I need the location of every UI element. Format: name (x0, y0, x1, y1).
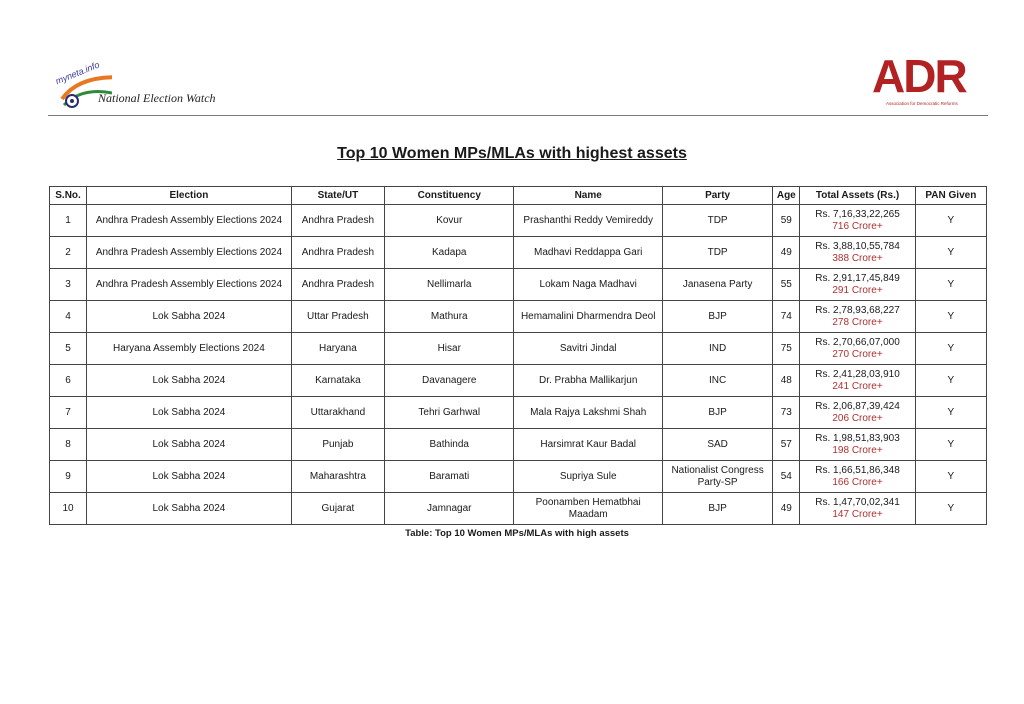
cell-constituency: Jamnagar (385, 493, 514, 525)
cell-constituency: Bathinda (385, 429, 514, 461)
cell-pan-given: Y (915, 493, 986, 525)
cell-age: 74 (773, 301, 800, 333)
cell-age: 49 (773, 237, 800, 269)
cell-state: Punjab (291, 429, 384, 461)
assets-crore: 147 Crore+ (832, 508, 883, 520)
page-header (48, 50, 988, 115)
assets-crore: 278 Crore+ (832, 316, 883, 328)
cell-name: Savitri Jindal (514, 333, 662, 365)
cell-total-assets (800, 205, 915, 237)
cell-age: 55 (773, 269, 800, 301)
cell-sno: 9 (50, 461, 87, 493)
cell-name: Hemamalini Dharmendra Deol (514, 301, 662, 333)
cell-name: Lokam Naga Madhavi (514, 269, 662, 301)
cell-total-assets (800, 269, 915, 301)
table-row (50, 397, 987, 429)
cell-age: 59 (773, 205, 800, 237)
cell-party: BJP (662, 397, 772, 429)
assets-amount: Rs. 2,06,87,39,424 (815, 400, 900, 412)
assets-amount: Rs. 7,16,33,22,265 (815, 208, 900, 220)
cell-party: Janasena Party (662, 269, 772, 301)
cell-total-assets (800, 429, 915, 461)
cell-total-assets (800, 333, 915, 365)
column-header-pan-given: PAN Given (915, 187, 986, 205)
assets-crore: 291 Crore+ (832, 284, 883, 296)
cell-party: SAD (662, 429, 772, 461)
cell-age: 54 (773, 461, 800, 493)
cell-age: 48 (773, 365, 800, 397)
cell-name: Poonamben Hematbhai Maadam (514, 493, 662, 525)
cell-age: 57 (773, 429, 800, 461)
cell-name: Madhavi Reddappa Gari (514, 237, 662, 269)
column-header-state: State/UT (291, 187, 384, 205)
cell-party: Nationalist Congress Party-SP (662, 461, 772, 493)
cell-name: Dr. Prabha Mallikarjun (514, 365, 662, 397)
cell-constituency: Kovur (385, 205, 514, 237)
national-election-watch-logo (52, 59, 232, 113)
cell-pan-given: Y (915, 333, 986, 365)
table-row (50, 269, 987, 301)
cell-sno: 6 (50, 365, 87, 397)
table-caption: Table: Top 10 Women MPs/MLAs with high assets (405, 528, 629, 539)
table-row (50, 205, 987, 237)
column-header-constituency: Constituency (385, 187, 514, 205)
cell-pan-given: Y (915, 301, 986, 333)
assets-amount: Rs. 2,70,66,07,000 (815, 336, 900, 348)
cell-state: Andhra Pradesh (291, 269, 384, 301)
assets-crore: 241 Crore+ (832, 380, 883, 392)
table-row (50, 461, 987, 493)
cell-state: Maharashtra (291, 461, 384, 493)
myneta-site-text: myneta.info (54, 59, 101, 87)
cell-total-assets (800, 237, 915, 269)
cell-total-assets (800, 461, 915, 493)
cell-constituency: Baramati (385, 461, 514, 493)
assets-crore: 198 Crore+ (832, 444, 883, 456)
table-row (50, 429, 987, 461)
assets-crore: 166 Crore+ (832, 476, 883, 488)
column-header-name: Name (514, 187, 662, 205)
cell-pan-given: Y (915, 205, 986, 237)
adr-logo-text: ADR (872, 50, 966, 102)
cell-state: Uttar Pradesh (291, 301, 384, 333)
cell-election: Lok Sabha 2024 (87, 493, 292, 525)
cell-constituency: Nellimarla (385, 269, 514, 301)
cell-total-assets (800, 365, 915, 397)
cell-sno: 7 (50, 397, 87, 429)
cell-pan-given: Y (915, 397, 986, 429)
cell-age: 73 (773, 397, 800, 429)
cell-sno: 3 (50, 269, 87, 301)
cell-total-assets (800, 397, 915, 429)
assets-amount: Rs. 3,88,10,55,784 (815, 240, 900, 252)
cell-party: TDP (662, 237, 772, 269)
assets-crore: 206 Crore+ (832, 412, 883, 424)
cell-election: Lok Sabha 2024 (87, 429, 292, 461)
cell-total-assets (800, 301, 915, 333)
cell-constituency: Kadapa (385, 237, 514, 269)
cell-state: Haryana (291, 333, 384, 365)
table-row (50, 493, 987, 525)
cell-election: Lok Sabha 2024 (87, 301, 292, 333)
cell-election: Lok Sabha 2024 (87, 397, 292, 429)
cell-party: BJP (662, 493, 772, 525)
cell-name: Prashanthi Reddy Vemireddy (514, 205, 662, 237)
assets-amount: Rs. 1,98,51,83,903 (815, 432, 900, 444)
adr-logo (872, 50, 982, 111)
table-row (50, 333, 987, 365)
cell-party: BJP (662, 301, 772, 333)
assets-amount: Rs. 1,66,51,86,348 (815, 464, 900, 476)
cell-state: Andhra Pradesh (291, 237, 384, 269)
assets-amount: Rs. 2,91,17,45,849 (815, 272, 900, 284)
assets-table (49, 186, 987, 525)
cell-pan-given: Y (915, 365, 986, 397)
assets-amount: Rs. 1,47,70,02,341 (815, 496, 900, 508)
national-election-watch-text: National Election Watch (98, 91, 216, 105)
cell-sno: 5 (50, 333, 87, 365)
header-divider (48, 115, 988, 116)
cell-election: Lok Sabha 2024 (87, 461, 292, 493)
column-header-age: Age (773, 187, 800, 205)
cell-sno: 4 (50, 301, 87, 333)
page-title: Top 10 Women MPs/MLAs with highest assets (337, 145, 687, 162)
cell-election: Andhra Pradesh Assembly Elections 2024 (87, 269, 292, 301)
cell-pan-given: Y (915, 269, 986, 301)
cell-sno: 2 (50, 237, 87, 269)
cell-party: TDP (662, 205, 772, 237)
cell-election: Andhra Pradesh Assembly Elections 2024 (87, 205, 292, 237)
cell-sno: 1 (50, 205, 87, 237)
cell-pan-given: Y (915, 461, 986, 493)
cell-state: Andhra Pradesh (291, 205, 384, 237)
adr-logo-subtitle: Association for Democratic Reforms (886, 101, 958, 106)
cell-state: Gujarat (291, 493, 384, 525)
assets-amount: Rs. 2,41,28,03,910 (815, 368, 900, 380)
column-header-election: Election (87, 187, 292, 205)
column-header-sno: S.No. (50, 187, 87, 205)
table-row (50, 301, 987, 333)
cell-state: Uttarakhand (291, 397, 384, 429)
cell-election: Andhra Pradesh Assembly Elections 2024 (87, 237, 292, 269)
assets-crore: 270 Crore+ (832, 348, 883, 360)
cell-name: Supriya Sule (514, 461, 662, 493)
cell-name: Harsimrat Kaur Badal (514, 429, 662, 461)
assets-crore: 388 Crore+ (832, 252, 883, 264)
cell-party: INC (662, 365, 772, 397)
cell-sno: 8 (50, 429, 87, 461)
cell-party: IND (662, 333, 772, 365)
column-header-party: Party (662, 187, 772, 205)
cell-name: Mala Rajya Lakshmi Shah (514, 397, 662, 429)
cell-state: Karnataka (291, 365, 384, 397)
cell-sno: 10 (50, 493, 87, 525)
cell-constituency: Davanagere (385, 365, 514, 397)
cell-pan-given: Y (915, 429, 986, 461)
assets-crore: 716 Crore+ (832, 220, 883, 232)
cell-constituency: Mathura (385, 301, 514, 333)
cell-election: Haryana Assembly Elections 2024 (87, 333, 292, 365)
cell-age: 49 (773, 493, 800, 525)
assets-amount: Rs. 2,78,93,68,227 (815, 304, 900, 316)
cell-total-assets (800, 493, 915, 525)
table-row (50, 365, 987, 397)
cell-age: 75 (773, 333, 800, 365)
column-header-total-assets: Total Assets (Rs.) (800, 187, 915, 205)
cell-election: Lok Sabha 2024 (87, 365, 292, 397)
cell-constituency: Hisar (385, 333, 514, 365)
table-header-row (50, 187, 987, 205)
cell-constituency: Tehri Garhwal (385, 397, 514, 429)
cell-pan-given: Y (915, 237, 986, 269)
table-row (50, 237, 987, 269)
